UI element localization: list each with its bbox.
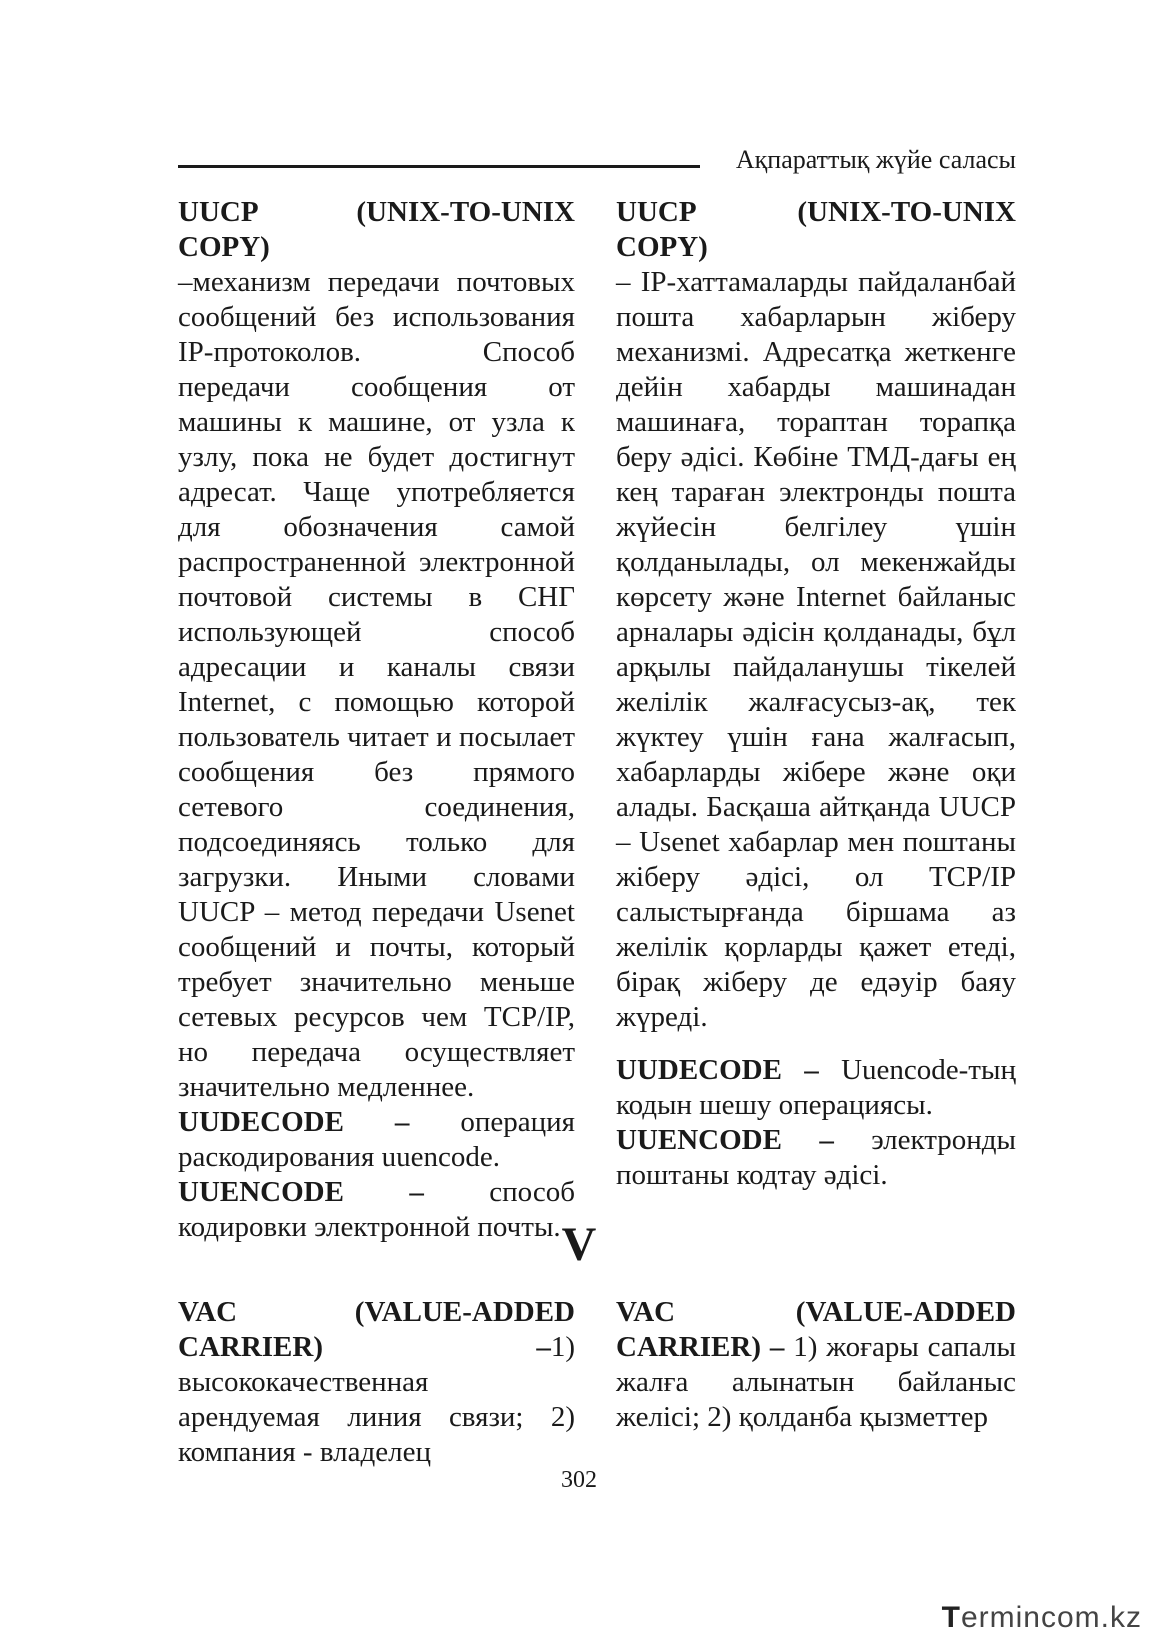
entry-definition: операция раскодирования uuencode. [178,1106,575,1173]
kazakh-column-bottom [616,1295,1016,1435]
entry-definition: 1) жоғары сапалы жалға алынатын байланыс желісі; 2) қолданба қызметтер [616,1331,1017,1433]
entry-definition: –механизм передачи почтовых сообщений без использования IP-протоколов. Способ передачи сообщения от машины к машине, от узла к узлу, пока не будет достигнут адресат. Чаще употребляется для обозначения самой распространенной электронной почтовой системы в СНГ использующей способ адресации и каналы связи Internet, с помощью которой пользователь читает и посылает сообщения без прямого сетевого соединения, подсоединяясь только для загрузки. Иными словами UUCP – метод передачи Usenet сообщений и почты, который требует значительно меньше сетевых ресурсов чем TCP/IP, но передача осуществляет значительно медленнее. [178,266,575,1103]
entry-vac-kk [616,1295,1016,1435]
entry-term: VAC (VALUE-ADDED CARRIER) – [178,1296,575,1363]
entry-term: VAC (VALUE-ADDED CARRIER) – [616,1296,1016,1363]
section-letter-heading: V [561,1218,597,1271]
entry-term: UUDECODE – [616,1054,819,1086]
entry-uucp-ru [178,195,575,1105]
kazakh-column-top [616,195,1016,1193]
site-watermark [942,1600,1142,1636]
running-header-title: Ақпараттық жүйе саласы [735,145,1016,174]
watermark-initial: T [941,1601,961,1634]
entry-uudecode-ru [178,1105,575,1175]
watermark-text: ermincom.kz [960,1601,1142,1634]
russian-column-top [178,195,575,1245]
entry-vac-ru [178,1295,575,1470]
entry-term: UUENCODE – [616,1124,834,1156]
entry-term: UUDECODE – [178,1106,410,1138]
entry-definition: – IP-хаттамаларды пайдаланбай пошта хабарларын жіберу механизмі. Адресатқа жеткенге дейін хабарды машинадан машинаға, тораптан торапқа беру әдісі. Көбіне ТМД-дағы ең кең тараған электронды пошта жүйесін белгілеу үшін қолданылады, ол мекенжайды көрсету және Internet байланыс арналары әдісін қолданады, бұл арқылы пайдаланушы тікелей желілік жалғасусыз-ақ, тек жүктеу үшін ғана жалғасып, хабарларды жібере және оқи алады. Басқаша айтқанда UUCP – Usenet хабарлар мен поштаны жіберу әдісі, ол TCP/IP салыстырғанда біршама аз желілік қорларды қажет етеді, бірақ жіберу де едәуір баяу жүреді. [616,266,1016,1033]
entry-definition: способ кодировки электронной почты. [178,1176,575,1243]
entry-uudecode-kk [616,1053,1016,1123]
russian-column-bottom [178,1295,575,1470]
header-rule [178,165,700,168]
entry-definition: 1) высококачественная арендуемая линия связи; 2) компания - владелец [178,1331,575,1468]
entry-definition: Uuencode-тың кодын шешу операциясы. [616,1054,1016,1121]
entry-uuencode-kk [616,1123,1016,1193]
entry-term: UUENCODE – [178,1176,424,1208]
entry-definition: электронды поштаны кодтау әдісі. [616,1124,1016,1191]
page-header [178,140,1016,180]
entry-uucp-kk [616,195,1016,1035]
page-number: 302 [561,1467,597,1493]
entry-term: UUCP (UNIX-TO-UNIX COPY) [616,196,1016,263]
entry-term: UUCP (UNIX-TO-UNIX COPY) [178,196,575,263]
